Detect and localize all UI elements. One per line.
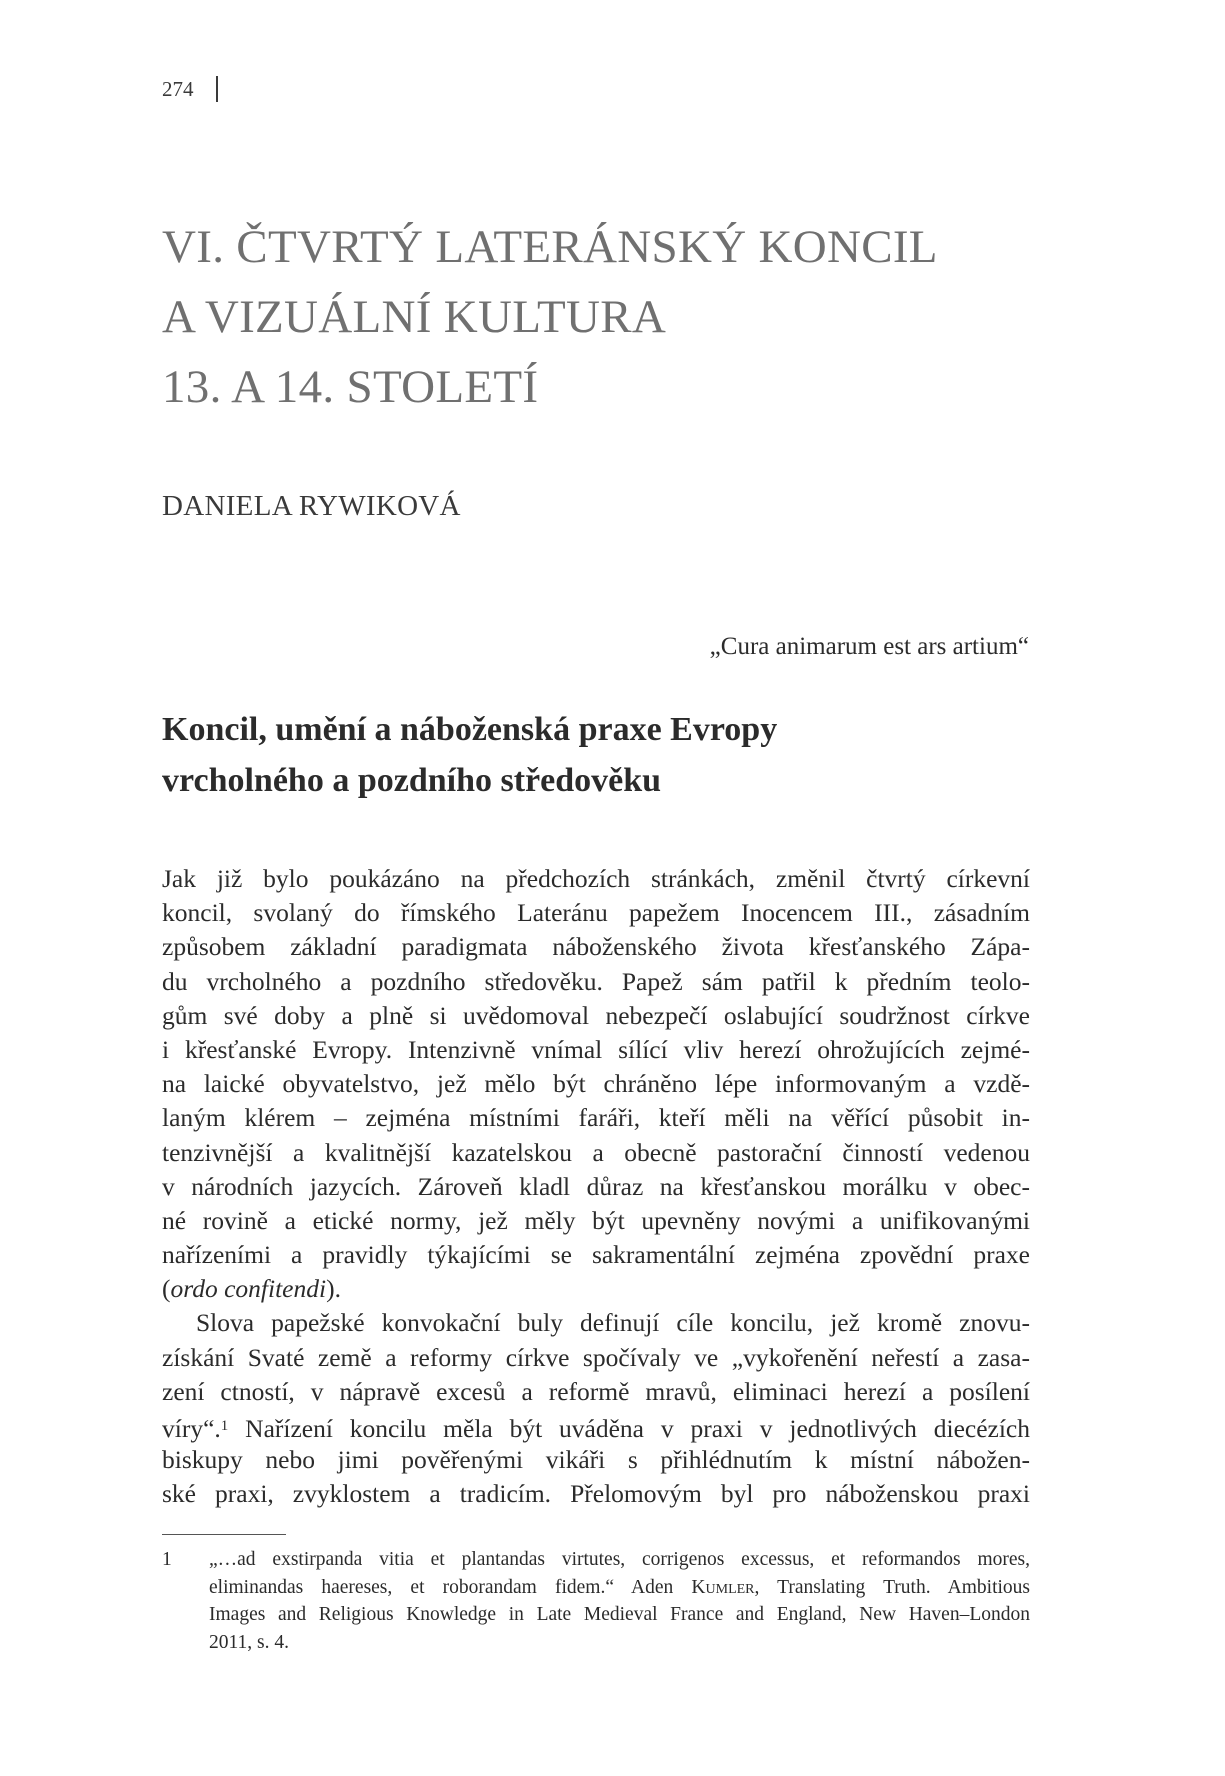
section-heading-line: vrcholného a pozdního středověku xyxy=(162,762,662,799)
text-line: získání Svaté země a reformy církve spočívaly ve „vykořenění neřestí a zasa- xyxy=(162,1342,1030,1372)
footnote-divider xyxy=(162,1534,286,1535)
text-line: gům své doby a plně si uvědomoval nebezpečí oslabující soudržnost církve xyxy=(162,1000,1030,1030)
footnote xyxy=(162,1546,1030,1656)
footnote-line: Images and Religious Knowledge in Late Medieval France and England, New Haven–London xyxy=(209,1604,1030,1625)
chapter-title-line: 13. A 14. STOLETÍ xyxy=(162,361,539,413)
text-line: Slova papežské konvokační buly definují cíle koncilu, jež kromě znovu- xyxy=(196,1308,1030,1338)
chapter-title xyxy=(162,212,1062,422)
running-header xyxy=(162,76,218,102)
text-line: zení ctností, v nápravě excesů a reformě mravů, eliminaci herezí a posílení xyxy=(162,1376,1030,1406)
epigraph: „Cura animarum est ars artium“ xyxy=(709,633,1029,660)
text-fragment: , Translating Truth. Ambitious xyxy=(754,1576,1030,1598)
footnote-body xyxy=(209,1546,1030,1656)
chapter-title-line: VI. ČTVRTÝ LATERÁNSKÝ KONCIL xyxy=(162,221,938,273)
chapter-title-line: A VIZUÁLNÍ KULTURA xyxy=(162,291,667,343)
paren-open: ( xyxy=(162,1274,171,1304)
text-line: né rovině a etické normy, jež měly být upevněny novými a unifikovanými xyxy=(162,1205,1030,1235)
footnote-line: 2011, s. 4. xyxy=(209,1631,289,1653)
author-surname: Kumler xyxy=(691,1576,755,1598)
text-line xyxy=(162,1272,1030,1306)
text-line: tenzivnější a kvalitnější kazatelskou a obecně pastorační činností vedenou xyxy=(162,1137,1030,1167)
text-line: v národních jazycích. Zároveň kladl důraz na křesťanskou morálku v obec- xyxy=(162,1171,1030,1201)
footnote-line xyxy=(209,1574,1030,1602)
text-fragment: Nařízení koncilu měla být uváděna v praxi v jednotlivých diecézích xyxy=(228,1414,1030,1443)
body-text xyxy=(162,862,1030,1512)
author-name: DANIELA RYWIKOVÁ xyxy=(162,490,461,522)
text-line: nařízeními a pravidly týkajícími se sakramentální zejména zpovědní praxe xyxy=(162,1240,1030,1270)
text-line xyxy=(162,1409,1030,1443)
text-line: ské praxi, zvyklostem a tradicím. Přelomovým byl pro náboženskou praxi xyxy=(162,1479,1030,1509)
text-line: du vrcholného a pozdního středověku. Papež sám patřil k předním teolo- xyxy=(162,966,1030,996)
text-line: koncil, svolaný do římského Lateránu papežem Inocencem III., zásadním xyxy=(162,898,1030,928)
text-fragment: eliminandas haereses, et roborandam fidem.“ Aden xyxy=(209,1576,692,1598)
footnote-number: 1 xyxy=(162,1549,172,1570)
section-heading xyxy=(162,704,1042,806)
text-line: na laické obyvatelstvo, jež mělo být chráněno lépe informovaným a vzdě- xyxy=(162,1069,1030,1099)
paragraph-1 xyxy=(162,862,1030,1306)
italic-term: ordo confitendi xyxy=(170,1274,327,1304)
footnote-reference[interactable]: 1 xyxy=(220,1418,229,1434)
paren-close: ). xyxy=(326,1274,341,1304)
header-divider xyxy=(216,76,218,102)
text-line: Jak již bylo poukázáno na předchozích stránkách, změnil čtvrtý církevní xyxy=(162,864,1030,893)
text-line: i křesťanské Evropy. Intenzivně vnímal sílící vliv herezí ohrožujících zejmé- xyxy=(162,1034,1030,1064)
page-number: 274 xyxy=(162,76,194,101)
text-line: laným klérem – zejména místními faráři, kteří měli na věřící působit in- xyxy=(162,1103,1030,1133)
text-fragment: víry“. xyxy=(162,1414,221,1443)
footnote-line: „…ad exstirpanda vitia et plantandas virtutes, corrigenos excessus, et reformandos mores, xyxy=(209,1549,1030,1570)
text-line: biskupy nebo jimi pověřenými vikáři s přihlédnutím k místní nábožen- xyxy=(162,1445,1030,1475)
text-line: způsobem základní paradigmata náboženského života křesťanského Zápa- xyxy=(162,932,1030,962)
paragraph-2 xyxy=(162,1306,1030,1511)
section-heading-line: Koncil, umění a náboženská praxe Evropy xyxy=(162,711,778,748)
